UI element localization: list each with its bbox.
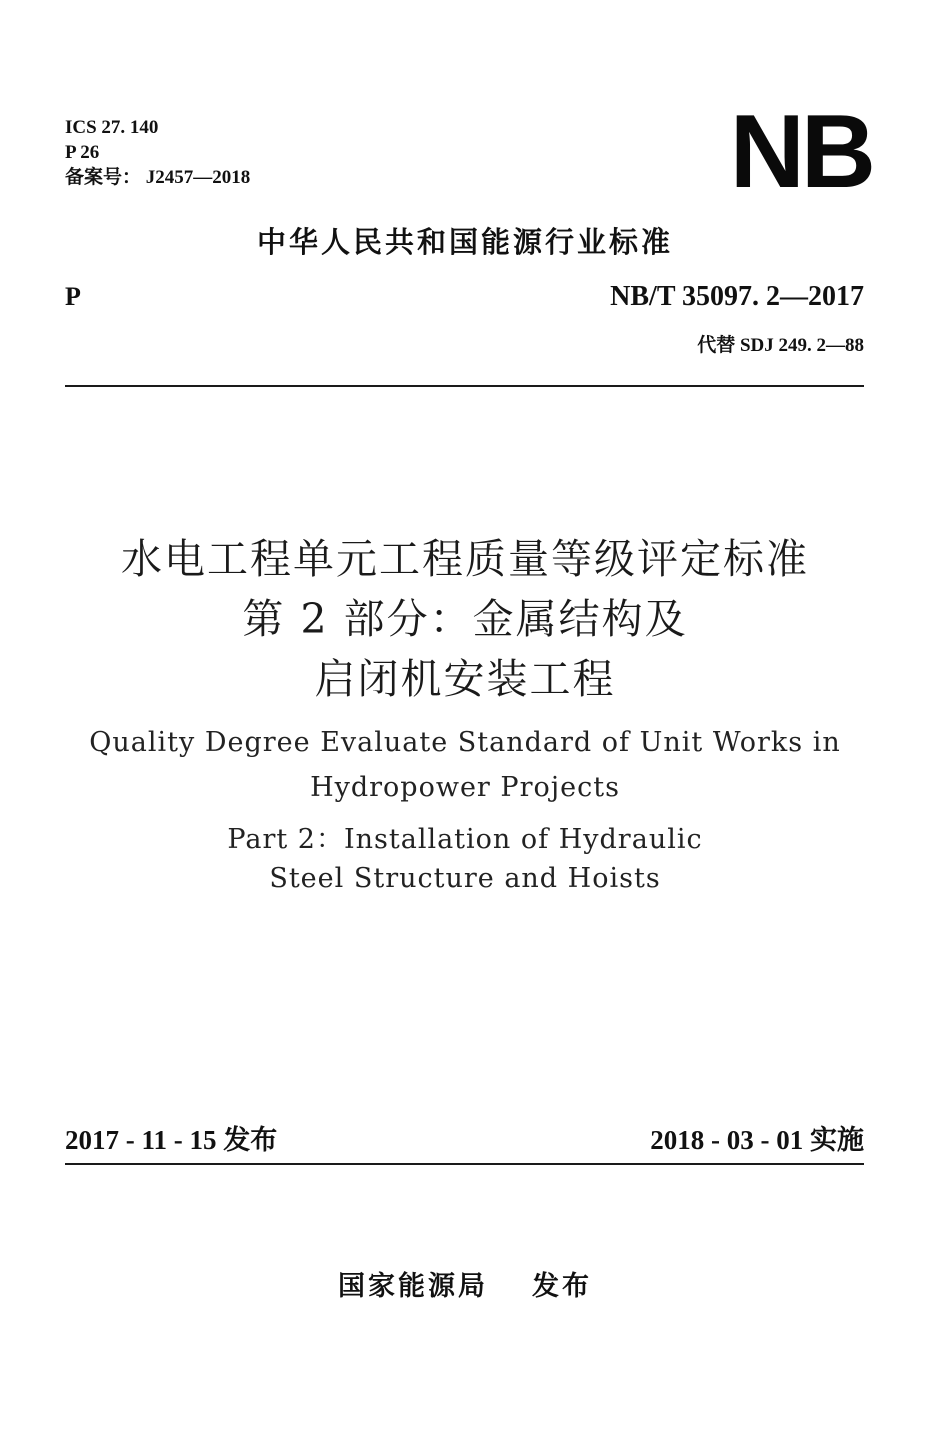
bottom-divider bbox=[65, 1163, 864, 1165]
title-cn-line-2: 第 2 部分：金属结构及 bbox=[242, 595, 688, 643]
category-letter: P bbox=[65, 282, 81, 311]
issuer-title: 中华人民共和国能源行业标准 bbox=[256, 225, 673, 259]
filing-number: 备案号： J2457—2018 bbox=[65, 167, 251, 188]
title-en-line-3: Part 2：Installation of Hydraulic bbox=[227, 824, 703, 855]
ics-code: ICS 27. 140 bbox=[65, 117, 159, 138]
effective-date: 2018 - 03 - 01 实施 bbox=[650, 1125, 864, 1155]
publish-action: 发布 bbox=[532, 1271, 592, 1302]
ccs-code: P 26 bbox=[65, 142, 100, 163]
title-en-line-4: Steel Structure and Hoists bbox=[269, 863, 661, 894]
publisher-line bbox=[0, 1264, 930, 1303]
title-en-line-2: Hydropower Projects bbox=[310, 772, 620, 803]
top-divider bbox=[65, 385, 864, 387]
publish-date: 2017 - 11 - 15 发布 bbox=[65, 1125, 278, 1155]
title-cn-line-1: 水电工程单元工程质量等级评定标准 bbox=[121, 535, 809, 583]
publisher-name: 国家能源局 bbox=[338, 1271, 488, 1302]
nb-logo: NB bbox=[729, 94, 872, 210]
replaces-standard: 代替 SDJ 249. 2—88 bbox=[697, 335, 864, 356]
title-en-line-1: Quality Degree Evaluate Standard of Unit Works in bbox=[89, 727, 841, 758]
title-cn-line-3: 启闭机安装工程 bbox=[314, 655, 616, 703]
standard-number: NB/T 35097. 2—2017 bbox=[610, 281, 864, 312]
